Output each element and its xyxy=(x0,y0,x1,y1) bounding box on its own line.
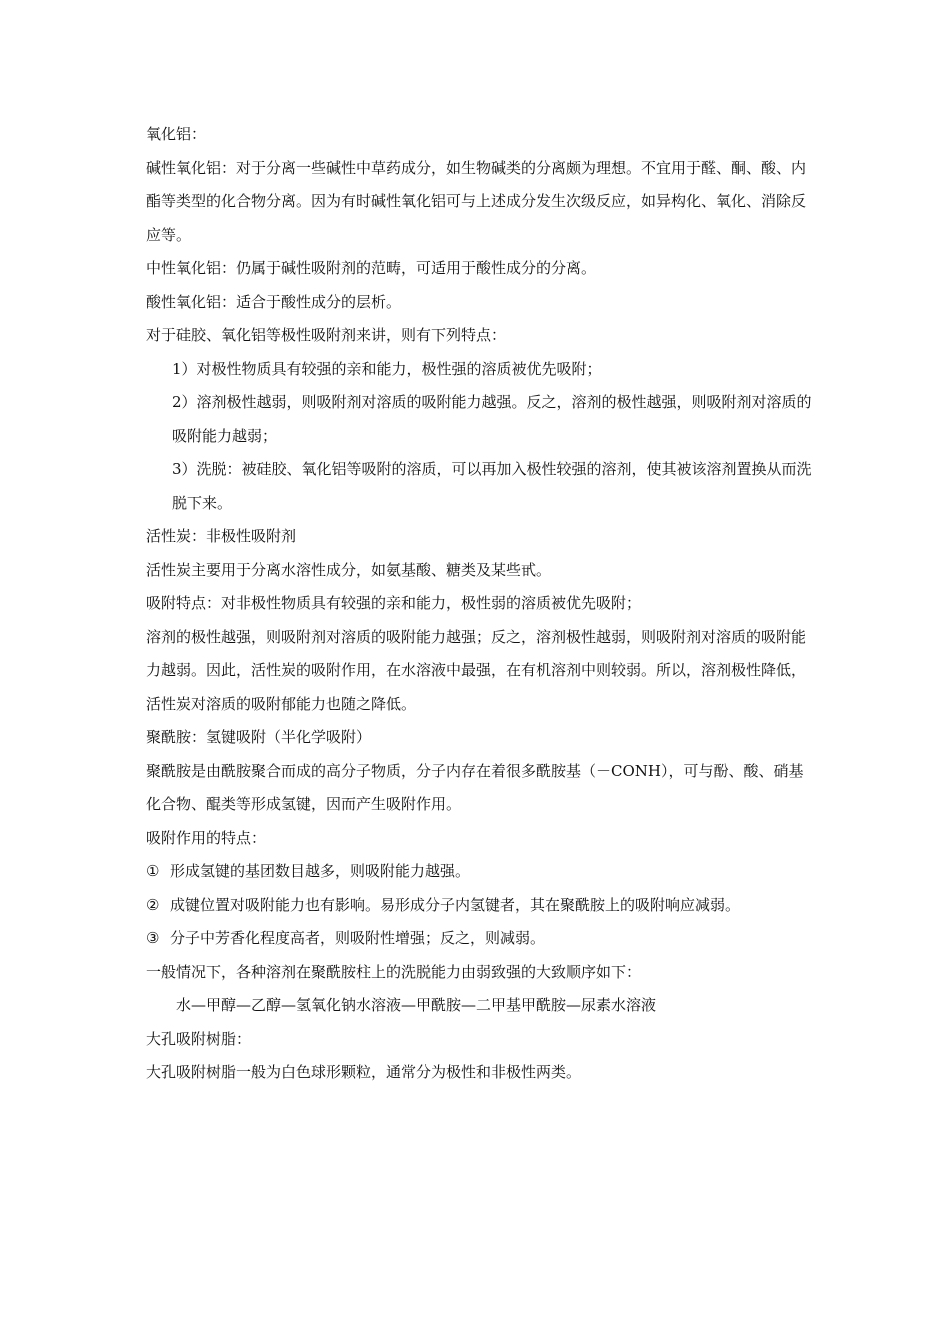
paragraph-activated-carbon-use: 活性炭主要用于分离水溶性成分，如氨基酸、糖类及某些甙。 xyxy=(146,560,552,579)
heading-macroporous-resin: 大孔吸附树脂： xyxy=(146,1029,252,1048)
list-item-2 xyxy=(146,889,814,923)
paragraph-macroporous-resin: 大孔吸附树脂一般为白色球形颗粒，通常分为极性和非极性两类。 xyxy=(146,1063,582,1081)
list-item-2-text: 成键位置对吸附能力也有影响。易形成分子内氢键者，其在聚酰胺上的吸附响应减弱。 xyxy=(170,895,741,914)
paragraph-solvent-polarity: 溶剂的极性越强，则吸附剂对溶质的吸附能力越强；反之，溶剂极性越弱，则吸附剂对溶质的吸附能力越弱。因此，活性炭的吸附作用，在水溶液中最强，在有机溶剂中则较弱。所以，溶剂极性降低，活性炭对溶质的吸附郁能力也随之降低。 xyxy=(146,627,807,713)
heading-alumina: 氧化铝： xyxy=(146,125,207,143)
heading-adsorption-characteristics: 吸附作用的特点： xyxy=(146,828,267,847)
circled-number-3: ③ xyxy=(146,929,160,947)
heading-activated-carbon: 活性炭：非极性吸附剂 xyxy=(146,527,297,545)
feature-item-1: 1）对极性物质具有较强的亲和能力，极性强的溶质被优先吸附； xyxy=(172,359,602,378)
feature-item-3: 3）洗脱：被硅胶、氧化铝等吸附的溶质，可以再加入极性较强的溶剂，使其被该溶剂置换从而洗脱下来。 xyxy=(172,460,812,512)
list-item-3 xyxy=(146,922,814,956)
paragraph-neutral-alumina: 中性氧化铝：仍属于碱性吸附剂的范畴，可适用于酸性成分的分离。 xyxy=(146,259,597,277)
paragraph-elution-order: 水—甲醇—乙醇—氢氧化钠水溶液—甲酰胺—二甲基甲酰胺—尿素水溶液 xyxy=(176,996,657,1014)
feature-item-2: 2）溶剂极性越弱，则吸附剂对溶质的吸附能力越强。反之，溶剂的极性越强，则吸附剂对溶质的吸附能力越弱； xyxy=(172,393,812,445)
circled-number-2: ② xyxy=(146,895,160,914)
list-item-3-text: 分子中芳香化程度高者，则吸附性增强；反之，则减弱。 xyxy=(170,929,546,947)
paragraph-polar-adsorbent-features: 对于硅胶、氧化铝等极性吸附剂来讲，则有下列特点： xyxy=(146,326,507,344)
paragraph-basic-alumina: 碱性氧化铝：对于分离一些碱性中草药成分，如生物碱类的分离颇为理想。不宜用于醛、酮、酸、内酯等类型的化合物分离。因为有时碱性氧化铝可与上述成分发生次级反应，如异构化、氧化、消除反应等。 xyxy=(146,158,807,244)
paragraph-elution-order-intro: 一般情况下，各种溶剂在聚酰胺柱上的洗脱能力由弱致强的大致顺序如下： xyxy=(146,962,642,981)
paragraph-polyamide-description: 聚酰胺是由酰胺聚合而成的高分子物质，分子内存在着很多酰胺基（－CONH），可与酚、酸、硝基化合物、醌类等形成氢键，因而产生吸附作用。 xyxy=(146,761,804,813)
list-item-1-text: 形成氢键的基团数目越多，则吸附能力越强。 xyxy=(170,862,471,880)
paragraph-adsorption-features: 吸附特点：对非极性物质具有较强的亲和能力，极性弱的溶质被优先吸附； xyxy=(146,594,642,612)
circled-number-1: ① xyxy=(146,862,160,880)
heading-polyamide: 聚酰胺：氢键吸附（半化学吸附） xyxy=(146,728,372,746)
list-item-1 xyxy=(146,855,814,889)
paragraph-acidic-alumina: 酸性氧化铝：适合于酸性成分的层析。 xyxy=(146,292,402,311)
document-body xyxy=(146,118,814,1090)
